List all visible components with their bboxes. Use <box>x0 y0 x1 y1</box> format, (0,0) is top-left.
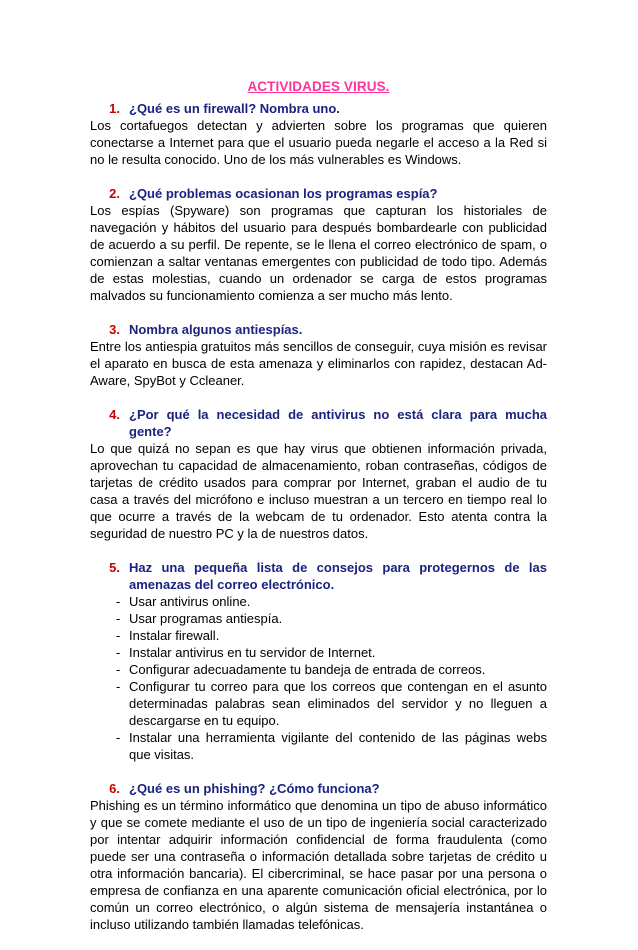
question-text: Haz una pequeña lista de consejos para protegernos de las amenazas del correo electrónico. <box>129 560 547 592</box>
section-2 <box>90 185 547 304</box>
list-bullet: - <box>116 645 121 660</box>
page-title: ACTIVIDADES VIRUS. <box>247 79 390 94</box>
list-item: - Instalar firewall. <box>90 627 547 644</box>
section-1 <box>90 100 547 168</box>
list-bullet: - <box>116 679 121 694</box>
advice-list <box>90 593 547 763</box>
answer-2: Los espías (Spyware) son programas que capturan los historiales de navegación y hábitos del usuario para después bombardearle con publicidad de acuerdo a su perfil. De repente, se le llena el correo electrónico de spam, o comienzan a saltar ventanas emergentes con publicidad de todo tipo. Además de estas molestias, cuando un ordenador se carga de estos programas malvados su funcionamiento comienza a ser mucho más lento. <box>90 203 547 303</box>
question-number: 2. <box>109 186 120 201</box>
answer-3: Entre los antiespia gratuitos más sencillos de conseguir, cuya misión es revisar el aparato en busca de esta amenaza y eliminarlos con rapidez, destacan Ad-Aware, SpyBot y Ccleaner. <box>90 339 547 388</box>
list-bullet: - <box>116 730 121 745</box>
question-text: ¿Qué problemas ocasionan los programas espía? <box>129 186 438 201</box>
question-number: 1. <box>109 101 120 116</box>
list-item: - Configurar tu correo para que los correos que contengan en el asunto determinadas palabras sean eliminados del servidor y no lleguen a descargarse en tu equipo. <box>90 678 547 729</box>
question-number: 6. <box>109 781 120 796</box>
question-number: 5. <box>109 560 120 575</box>
list-item: - Instalar antivirus en tu servidor de Internet. <box>90 644 547 661</box>
list-item: - Configurar adecuadamente tu bandeja de entrada de correos. <box>90 661 547 678</box>
list-item: - Usar antivirus online. <box>90 593 547 610</box>
question-text: ¿Qué es un phishing? ¿Cómo funciona? <box>129 781 380 796</box>
answer-1: Los cortafuegos detectan y advierten sobre los programas que quieren conectarse a Internet para que el usuario pueda negarle el acceso a la Red si no le resulta conocido. Uno de los más vulnerables es Windows. <box>90 118 547 167</box>
question-5 <box>90 559 547 593</box>
answer-4: Lo que quizá no sepan es que hay virus que obtienen información privada, aprovechan tu capacidad de almacenamiento, roban contraseñas, códigos de tarjetas de crédito usados para comprar por Internet, graban el audio de tu casa a través del micrófono e incluso muestran a un tercero en tiempo real lo que ocurre a través de la webcam de tu ordenador. Esto atenta contra la seguridad de nuestro PC y la de nuestros datos. <box>90 441 547 541</box>
list-item: - Usar programas antiespía. <box>90 610 547 627</box>
section-5 <box>90 559 547 763</box>
section-4 <box>90 406 547 542</box>
list-bullet: - <box>116 611 121 626</box>
question-text: ¿Por qué la necesidad de antivirus no está clara para mucha gente? <box>129 407 547 439</box>
question-number: 4. <box>109 407 120 422</box>
question-number: 3. <box>109 322 120 337</box>
question-4 <box>90 406 547 440</box>
list-bullet: - <box>116 628 121 643</box>
question-text: Nombra algunos antiespías. <box>129 322 303 337</box>
question-1 <box>90 100 547 117</box>
section-3 <box>90 321 547 389</box>
list-item: - Instalar una herramienta vigilante del contenido de las páginas webs que visitas. <box>90 729 547 763</box>
list-bullet: - <box>116 662 121 677</box>
answer-6: Phishing es un término informático que denomina un tipo de abuso informático y que se comete mediante el uso de un tipo de ingeniería social caracterizado por intentar adquirir información confidencial de forma fraudulenta (como puede ser una contraseña o información detallada sobre tarjetas de crédito u otra información bancaria). El cibercriminal, se hace pasar por una persona o empresa de confianza en una aparente comunicación oficial electrónica, por lo común un correo electrónico, o algún sistema de mensajería instantánea o incluso utilizando también llamadas telefónicas. <box>90 798 547 932</box>
question-text: ¿Qué es un firewall? Nombra uno. <box>129 101 340 116</box>
question-2 <box>90 185 547 202</box>
document-page <box>90 78 547 950</box>
list-bullet: - <box>116 594 121 609</box>
question-6 <box>90 780 547 797</box>
section-6 <box>90 780 547 933</box>
question-3 <box>90 321 547 338</box>
